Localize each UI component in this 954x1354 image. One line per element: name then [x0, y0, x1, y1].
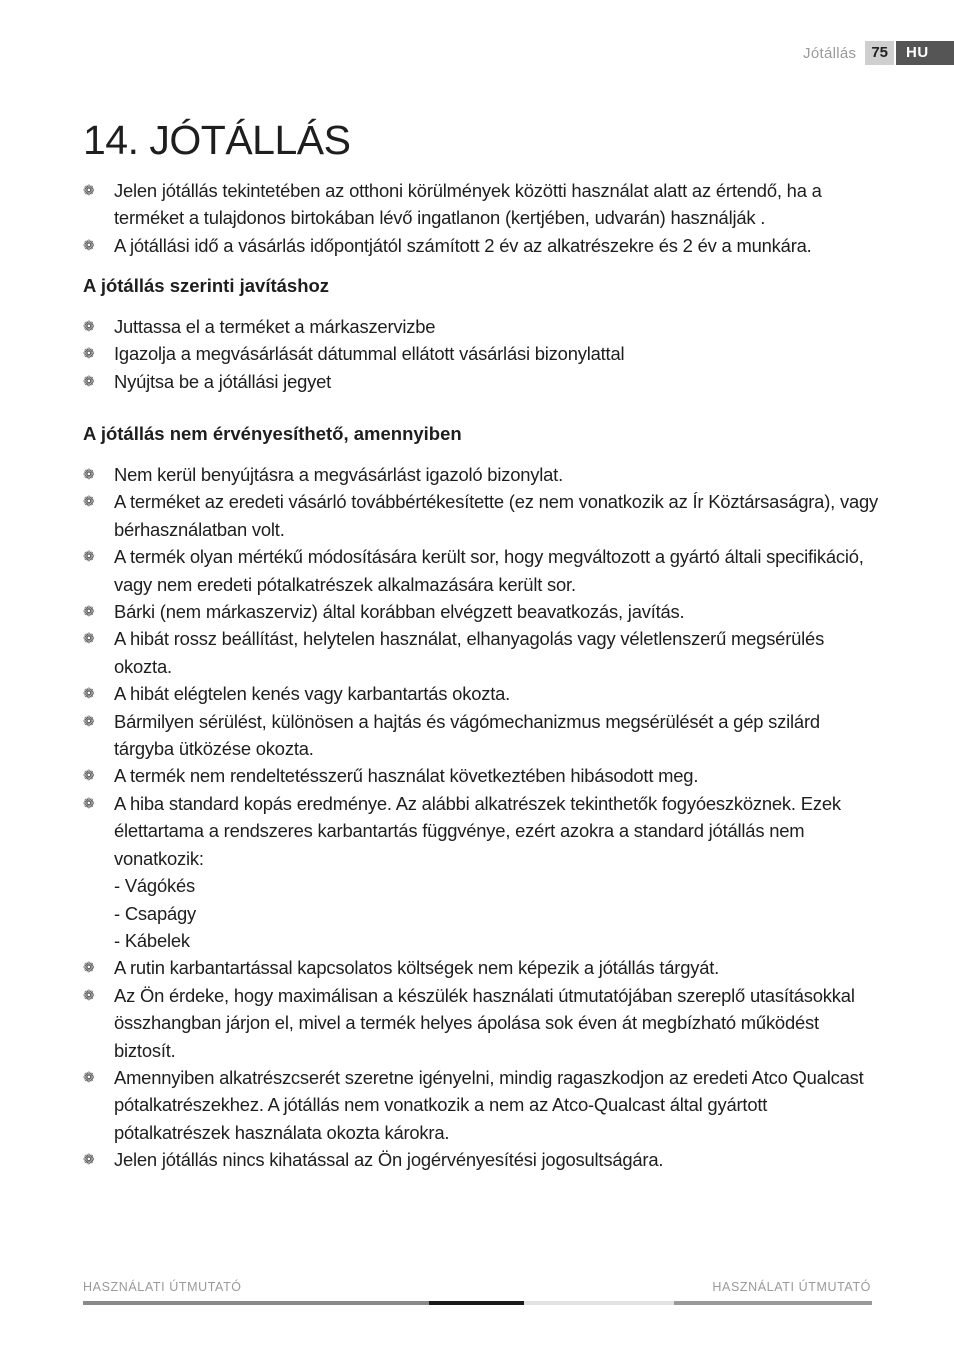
flower-bullet-icon: ❁ — [83, 986, 95, 1003]
flower-bullet-icon: ❁ — [83, 794, 95, 811]
consumable-part: - Vágókés — [114, 875, 196, 897]
consumable-part: - Kábelek — [114, 929, 190, 951]
footer-rule-segment — [83, 1301, 429, 1305]
flower-bullet-icon: ❁ — [83, 345, 95, 362]
list-item: ❁ A termék olyan mértékű módosítására került sor, hogy megváltozott a gyártó általi specifikáció, vagy nem eredeti pótalkatrészek alkalmazására került sor. — [83, 543, 878, 598]
repair-heading: A jótállás szerinti javításhoz — [83, 275, 330, 296]
list-item: ❁ A jótállási idő a vásárlás időpontjától számított 2 év az alkatrészekre és 2 év a munkára. — [83, 232, 878, 259]
page-title: 14. JÓTÁLLÁS — [83, 117, 351, 163]
footer-rule-segment — [524, 1301, 674, 1305]
flower-bullet-icon: ❁ — [83, 630, 95, 647]
flower-bullet-icon: ❁ — [83, 767, 95, 784]
flower-bullet-icon: ❁ — [83, 1068, 95, 1085]
header-section-title: Jótállás — [803, 44, 857, 62]
list-item: ❁ Jelen jótállás nincs kihatással az Ön jogérvényesítési jogosultságára. — [83, 1146, 878, 1173]
intro-list — [83, 177, 878, 259]
list-item: ❁ Amennyiben alkatrészcserét szeretne igényelni, mindig ragaszkodjon az eredeti Atco Qualcast pótalkatrészekhez. A jótállás nem vonatkozik a nem az Atco-Qualcast által gyártott pótalkatrészek használata okozta károkra. — [83, 1064, 878, 1146]
flower-bullet-icon: ❁ — [83, 959, 95, 976]
consumable-part: - Csapágy — [114, 902, 197, 924]
list-item: ❁ A hibát rossz beállítást, helytelen használat, elhanyagolás vagy véletlenszerű megsérülés okozta. — [83, 625, 878, 680]
repair-list — [83, 313, 878, 395]
list-item: ❁ Bármilyen sérülést, különösen a hajtás és vágómechanizmus megsérülését a gép szilárd tárgyba ütközése okozta. — [83, 708, 878, 763]
footer-rule-segment — [674, 1301, 872, 1305]
list-item: ❁ A hiba standard kopás eredménye. Az alábbi alkatrészek tekinthetők fogyóeszköznek. Ezek élettartama a rendszeres karbantartás függvénye, ezért azokra a standard jótállás nem vonatkozik: - Vágókés - Csapágy - Kábelek — [83, 790, 878, 954]
flower-bullet-icon: ❁ — [83, 1151, 95, 1168]
list-item: ❁ Nyújtsa be a jótállási jegyet — [83, 368, 878, 395]
list-item: ❁ A termék nem rendeltetésszerű használat következtében hibásodott meg. — [83, 762, 878, 789]
footer-rule-segment — [429, 1301, 524, 1305]
list-item: ❁ Bárki (nem márkaszerviz) által korábban elvégzett beavatkozás, javítás. — [83, 598, 878, 625]
flower-bullet-icon: ❁ — [83, 712, 95, 729]
flower-bullet-icon: ❁ — [83, 548, 95, 565]
list-item: ❁ Az Ön érdeke, hogy maximálisan a készülék használati útmutatójában szereplő utasításokkal összhangban járjon el, mivel a termék helyes ápolása sok éven át megbízható működést biztosít. — [83, 982, 878, 1064]
list-item: ❁ Igazolja a megvásárlását dátummal ellátott vásárlási bizonylattal — [83, 340, 878, 367]
list-item: ❁ Jelen jótállás tekintetében az otthoni körülmények közötti használat alatt az értendő, ha a terméket a tulajdonos birtokában lévő ingatlanon (kertjében, udvarán) használják . — [83, 177, 878, 232]
footer-right-label: HASZNÁLATI ÚTMUTATÓ — [712, 1280, 871, 1294]
flower-bullet-icon: ❁ — [83, 603, 95, 620]
list-item: ❁ A rutin karbantartással kapcsolatos költségek nem képezik a jótállás tárgyát. — [83, 954, 878, 981]
flower-bullet-icon: ❁ — [83, 372, 95, 389]
flower-bullet-icon: ❁ — [83, 182, 95, 198]
list-item: ❁ A hibát elégtelen kenés vagy karbantartás okozta. — [83, 680, 878, 707]
list-item: ❁ Nem kerül benyújtásra a megvásárlást igazoló bizonylat. — [83, 461, 878, 488]
footer-left-label: HASZNÁLATI ÚTMUTATÓ — [83, 1280, 242, 1294]
list-item: ❁ A terméket az eredeti vásárló továbbértékesítette (ez nem vonatkozik az Ír Köztársaságra), vagy bérhasználatban volt. — [83, 488, 878, 543]
language-tab: HU — [896, 41, 954, 65]
running-header — [803, 41, 954, 65]
list-item: ❁ Juttassa el a terméket a márkaszervizbe — [83, 313, 878, 340]
flower-bullet-icon: ❁ — [83, 685, 95, 702]
page-number: 75 — [865, 41, 894, 65]
flower-bullet-icon: ❁ — [83, 318, 95, 334]
flower-bullet-icon: ❁ — [83, 466, 95, 482]
exclusions-heading: A jótállás nem érvényesíthető, amennyiben — [83, 423, 462, 444]
flower-bullet-icon: ❁ — [83, 236, 95, 253]
flower-bullet-icon: ❁ — [83, 493, 95, 510]
exclusions-list — [83, 461, 878, 1174]
